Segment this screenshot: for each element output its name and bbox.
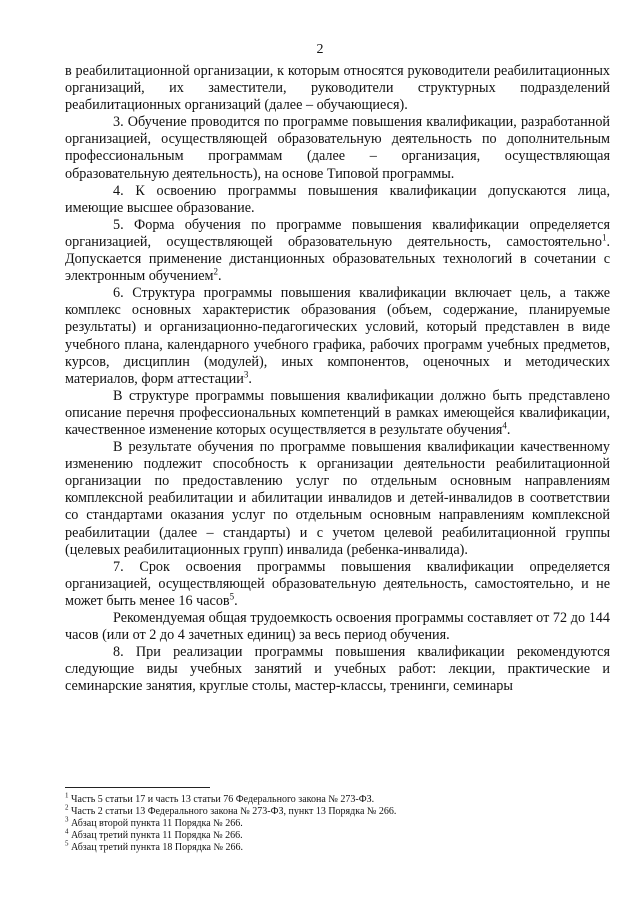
footnote-ref-3: 3 (243, 368, 249, 379)
paragraph-item-8: 8. При реализации программы повышения квалификации рекомендуются следующие виды учебных занятий и учебных работ: лекции, практические и семинарские занятия, круглые столы, мастер-классы, тренинги, семинары (65, 644, 610, 695)
footnote-ref-4: 4 (502, 420, 507, 431)
footnote-4: $^4$ Абзац третий пункта 11 Порядка № 266. (65, 827, 243, 841)
footnotes (65, 791, 610, 854)
paragraph-learning-result: В результате обучения по программе повышения квалификации качественному изменению подлежит способность к организации деятельности реабилитационной организации по предоставлению услуг по отдельным основным направлениям комплексной реабилитации и абилитации инвалидов и детей-инвалидов в соответствии со стандартами оказания услуг по отдельным основным направлениям комплексной реабилитации (далее – стандарты) и с учетом целевой реабилитационной группы (целевых реабилитационных групп) инвалида (ребенка-инвалида). (65, 439, 610, 558)
footnote-ref-2: 2 (213, 266, 218, 277)
body-text (65, 63, 610, 695)
paragraph-workload: Рекомендуемая общая трудоемкость освоения программы составляет от 72 до 144 часов (или от 2 до 4 зачетных единиц) за весь период обучения. (65, 610, 610, 644)
page-number: 2 (316, 42, 324, 57)
paragraph-competencies: В структуре программы повышения квалификации должно быть представлено описание перечня профессиональных компетенций в рамках имеющейся квалификации, качественное изменение которых осуществляется в результате обучения$^4$. (65, 387, 610, 438)
footnote-2: $^2$ Часть 2 статьи 13 Федерального закона № 273-ФЗ, пункт 13 Порядка № 266. (65, 803, 397, 817)
paragraph-item-3: 3. Обучение проводится по программе повышения квалификации, разработанной организацией, осуществляющей образовательную деятельность по дополнительным профессиональным программам (далее – организация, осуществляющая образовательную деятельность), на основе Типовой программы. (65, 114, 610, 182)
footnote-ref-1: 1 (601, 232, 607, 243)
footnote-5: $^5$ Абзац третий пункта 18 Порядка № 266. (65, 839, 244, 853)
paragraph-continuation: в реабилитационной организации, к которым относятся руководители реабилитационных организаций, их заместители, руководители структурных подразделений реабилитационных организаций (далее – обучающиеся). (65, 63, 610, 114)
paragraph-item-7: 7. Срок освоения программы повышения квалификации определяется организацией, осуществляющей образовательную деятельность, самостоятельно, и не может быть менее 16 часов$^5$. (65, 558, 610, 609)
paragraph-item-4: 4. К освоению программы повышения квалификации допускаются лица, имеющие высшее образование. (65, 182, 610, 216)
footnote-1: $^1$ Часть 5 статьи 17 и часть 13 статьи 76 Федерального закона № 273-ФЗ. (65, 791, 375, 805)
paragraph-item-5: 5. Форма обучения по программе повышения квалификации определяется организацией, осуществляющей образовательную деятельность, самостоятельно$^1$. Допускается применение дистанционных образовательных технологий в сочетании с электронным обучением$^2$. (65, 216, 610, 285)
footnote-3: $^3$ Абзац второй пункта 11 Порядка № 266. (65, 815, 243, 829)
footnote-separator (65, 787, 210, 788)
paragraph-item-6: 6. Структура программы повышения квалификации включает цель, а также комплекс основных характеристик образования (объем, содержание, планируемые результаты) и организационно-педагогических условий, который представлен в виде учебного плана, календарного учебного графика, рабочих программ учебных предметов, курсов, дисциплин (модулей), иных компонентов, оценочных и методических материалов, форм аттестации$^3$. (65, 285, 610, 387)
footnote-ref-5: 5 (229, 591, 235, 602)
